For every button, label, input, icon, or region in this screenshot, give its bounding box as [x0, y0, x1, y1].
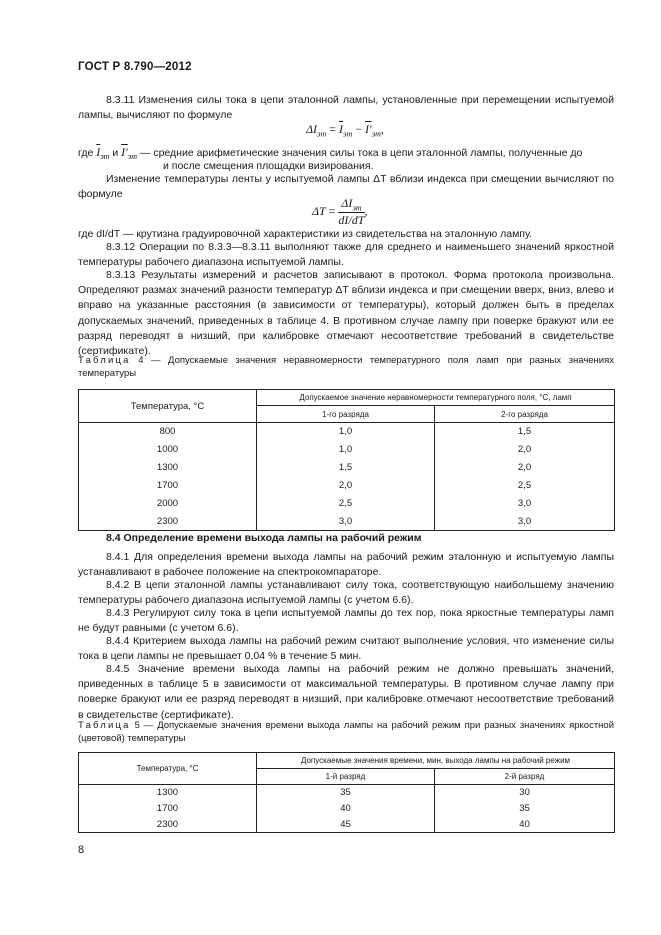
page-number: 8 [78, 844, 85, 856]
table-row: 800 1,0 1,5 [79, 423, 615, 441]
table-row: 2000 2,5 3,0 [79, 495, 615, 513]
table-4 [78, 389, 615, 531]
formula2-explanation: где dI/dT — крутизна градуировочной характеристики из свидетельства на эталонную лампу. [78, 228, 533, 240]
paragraph-8-4-1: 8.4.1 Для определения времени выхода лампы на рабочий режим эталонную и испытуемую лампы устанавливают в рабочее положение на спектрокомпараторе. [78, 551, 614, 579]
table5-caption: Таблица 5 — Допускаемые значения времени выхода лампы на рабочий режим при разных значениях яркостной (цветовой) температуры [78, 720, 615, 744]
table-row: 1300 1,5 2,0 [79, 459, 615, 477]
paragraph-8-4-3: 8.4.3 Регулируют силу тока в цепи испытуемой лампы до тех пор, пока яркостные температуры ламп не будут равными (с учетом 6.6). [78, 607, 614, 635]
formula-delta-current: $\Delta I_{эт} = \overline{I}_{эт} - I'_{эт}$, [306, 122, 384, 139]
table5-header-group: Допускаемые значения времени, мин, выхода лампы на рабочий режим [257, 753, 615, 769]
section-8-4-title: 8.4 Определение времени выхода лампы на рабочий режим [106, 532, 422, 544]
formula2-fraction: $\frac{\Delta I_{эт}}{dI/dT}$ [338, 196, 365, 228]
page-header: ГОСТ Р 8.790—2012 [78, 61, 192, 73]
paragraph-8-3-12: 8.3.12 Операции по 8.3.3—8.3.11 выполняют также для среднего и наименьшего значений яркостной температуры рабочего диапазона испытуемой лампы. [78, 241, 614, 269]
table4-header-class2: 2-го разряда [435, 406, 615, 423]
paragraph-8-4-5: 8.4.5 Значение времени выхода лампы на рабочий режим не должно превышать значений, приведенных в таблице 5 в зависимости от максимальной температуры. В противном случае лампу при поверке бракуют или ее разряд переводят в низший, при калибровке отмечают несоответствие требований в свидетельстве (сертификате). [78, 663, 614, 721]
table-row: 1700 2,0 2,5 [79, 477, 615, 495]
table4-header-temperature: Температура, °С [79, 390, 257, 423]
paragraph-8-4-4: 8.4.4 Критерием выхода лампы на рабочий режим считают выполнение условия, что изменение силы тока в цепи лампы не превышает 0,04 % в течение 5 мин. [78, 635, 614, 663]
table4-header-class1: 1-го разряда [257, 406, 435, 423]
table-row: 1000 1,0 2,0 [79, 441, 615, 459]
table4-header-group: Допускаемое значение неравномерности температурного поля, °С, ламп [257, 390, 615, 406]
formula-delta-temperature: ΔT = $\frac{\Delta I_{эт}}{dI/dT}$ , [312, 196, 368, 228]
formula1-explanation: где $\overline{I}_{эт}$ и $I'_{эт}$ — средние арифметические значения силы тока в цепи эталонной лампы, полученные до [78, 145, 583, 162]
paragraph-8-4-2: 8.4.2 В цепи эталонной лампы устанавливают силу тока, соответствующую наибольшему значению температуры рабочего диапазона испытуемой лампы (с учетом 6.6). [78, 579, 614, 607]
table-row: 1700 40 35 [79, 801, 615, 817]
paragraph-8-3-11: 8.3.11 Изменения силы тока в цепи эталонной лампы, установленные при перемещении испытуемой лампы, вычисляют по формуле [78, 94, 614, 122]
paragraph-8-3-13: 8.3.13 Результаты измерений и расчетов записывают в протокол. Форма протокола произвольна. Определяют размах значений разности температур ΔT вблизи индекса и при смещении вверх, вниз, влево и вправо на указанные расстояния (в зависимости от температуры), который должен быть в пределах допускаемых значений, приведенных в таблице 4. В противном случае лампу при поверке бракуют или ее разряд переводят в низший, при калибровке отмечают несоответствие требований в свидетельстве (сертификате). [78, 269, 614, 358]
formula1-explanation-cont: и после смещения площадки визирования. [163, 160, 374, 172]
table-row: 1300 35 30 [79, 785, 615, 801]
table-row: 2300 3,0 3,0 [79, 513, 615, 531]
table-5 [78, 752, 615, 833]
table5-header-class1: 1-й разряд [257, 769, 435, 785]
table4-caption: Таблица 4 — Допускаемые значения неравномерности температурного поля ламп при разных значениях температуры [78, 355, 615, 379]
table5-header-temperature: Температура, °С [79, 753, 257, 785]
table5-header-class2: 2-й разряд [435, 769, 615, 785]
table-row: 2300 45 40 [79, 817, 615, 833]
paragraph-temperature-change: Изменение температуры ленты у испытуемой лампы ΔT вблизи индекса при смещении вычисляют по формуле [78, 173, 614, 201]
